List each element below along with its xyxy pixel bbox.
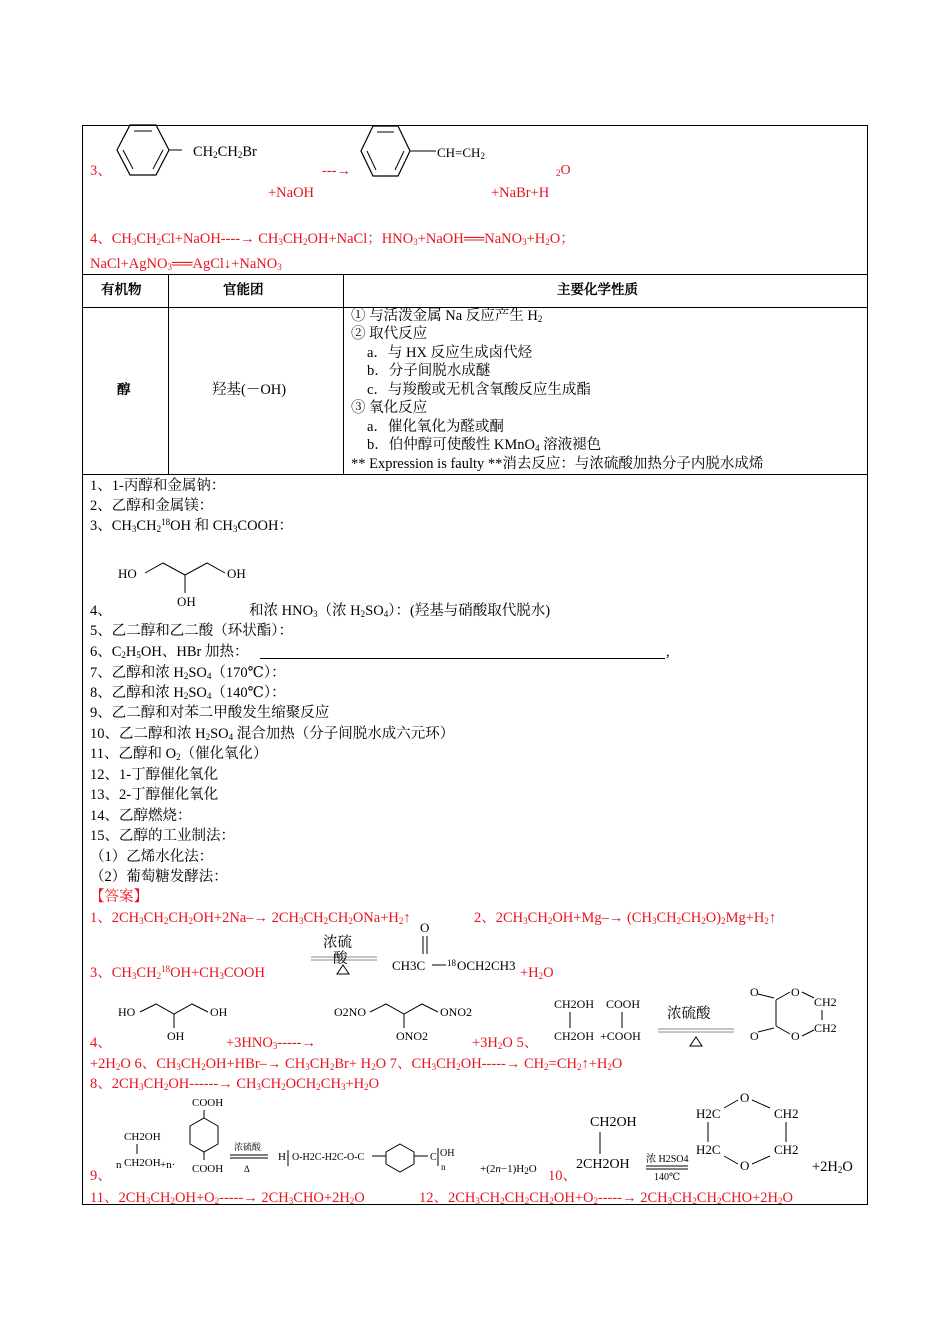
answer-3-water: $+H_2O$ [520,965,554,981]
property-2b: b．分子间脱水成醚 [367,363,491,379]
trinitroglycerin-structure [332,998,482,1046]
question-4: 和浓 $HNO_3$（浓 $H_2SO_4$）：(羟基与硝酸取代脱水) [249,603,551,619]
header-properties: 主要化学性质 [557,282,638,298]
answer-3-condition-top: 浓硫 [323,935,352,951]
water-fragment: $_2$O [556,163,571,178]
bromoethyl-label: $CH_2CH_2Br$ [193,144,257,160]
svg-text:+COOH: +COOH [600,1029,641,1043]
svg-text:CH3C: CH3C [392,958,426,973]
answer-12: 12、$2CH_3CH_2CH_2CH_2OH+O_2-----\to 2CH_3CH_2CH_2CHO+2H_2O$ [419,1190,793,1206]
svg-text:O: O [791,1029,800,1043]
svg-text:OH: OH [227,566,246,581]
header-organic: 有机物 [101,282,142,298]
question-10: 10、乙二醇和浓 $H_2SO_4$ 混合加热（分子间脱水成六元环） [90,726,455,742]
answer-3-condition-bottom: 酸 [333,951,348,967]
svg-text:OH: OH [440,1148,455,1159]
question-13: 13、2-丁醇催化氧化 [90,787,219,803]
property-4: ** Expression is faulty **消去反应：与浓硫酸加热分子内脱水成烯 [351,456,764,472]
svg-text:n: n [116,1159,122,1171]
reaction-3-number: 3、 [90,163,112,179]
blank-line [260,658,665,659]
question-11: 11、乙醇和 $O_2$（催化氧化） [90,746,268,762]
svg-text:CH2OH: CH2OH [554,997,595,1011]
svg-text:OH: OH [177,594,196,609]
svg-text:2CH2OH: 2CH2OH [576,1157,630,1172]
svg-text:18: 18 [447,958,456,968]
reaction-condition-arrow [656,1025,736,1049]
ethyl-acetate-structure [390,920,530,980]
answer-11: 11、$2CH_3CH_2OH+O_2-----\to 2CH_3CHO+2H_2O$ [90,1190,365,1206]
svg-text:C: C [430,1152,437,1163]
answer-5-condition: 浓硫酸 [667,1006,711,1022]
property-3a: a．催化氧化为醛或酮 [367,419,504,435]
question-3: 3、$CH_3CH_2^{18}OH$ 和 $CH_3COOH$： [90,517,293,534]
question-5: 5、乙二醇和乙二酸（环状酯）： [90,623,293,639]
svg-text:CH2: CH2 [814,995,837,1009]
answer-4-number: 4、 [90,1035,112,1051]
svg-text:CH2OH: CH2OH [554,1029,595,1043]
svg-text:浓硫酸: 浓硫酸 [234,1142,262,1152]
svg-text:COOH: COOH [192,1097,224,1109]
nabr-product: +NaBr+H [491,185,550,201]
svg-text:OH: OH [167,1029,185,1043]
svg-text:O-H2C-H2C-O-C: O-H2C-H2C-O-C [292,1152,365,1163]
svg-text:浓 H2SO4: 浓 H2SO4 [646,1154,689,1165]
table-col-divider [343,274,344,474]
answer-10-number: 10、 [548,1168,577,1184]
answer-4-water-and-5: $+3H_2O$ 5、 [472,1035,539,1051]
svg-text:ONO2: ONO2 [440,1005,472,1019]
svg-text:H2C: H2C [696,1106,721,1121]
svg-text:CH2OH: CH2OH [124,1157,161,1169]
svg-text:O: O [750,1029,759,1043]
svg-text:CH2: CH2 [814,1021,837,1035]
answer-1: 1、$2CH_3CH_2CH_2OH+2Na-\to$ $2CH_3CH_2CH_2ONa+H_2↑$ [90,910,411,926]
glycol-oxalic-structure [550,994,650,1048]
svg-text:OH: OH [210,1005,228,1019]
question-15-2: （2）葡萄糖发酵法： [90,869,228,885]
svg-text:+n·: +n· [160,1159,176,1171]
alcohol-name: 醇 [117,382,131,398]
answer-3: 3、$CH_3CH_2^{18}OH+CH_3COOH$ [90,964,265,981]
svg-text:n: n [441,1162,446,1172]
property-2a: a．与 HX 反应生成卤代烃 [367,345,533,361]
question-6: 6、$C_2H_5OH$、HBr 加热： [90,644,249,660]
property-2c: c．与羧酸或无机含氧酸反应生成酯 [367,382,591,398]
svg-text:HO: HO [118,1005,136,1019]
vinyl-label: $CH=CH_2$ [437,145,485,161]
question-9: 9、乙二醇和对苯二甲酸发生缩聚反应 [90,705,330,721]
table-rule [83,274,867,275]
svg-text:O2NO: O2NO [334,1005,366,1019]
question-8: 8、乙醇和浓 $H_2SO_4(140℃)$： [90,685,286,701]
svg-text:O: O [750,985,759,999]
question-14: 14、乙醇燃烧： [90,808,192,824]
answer-9-water: $+(2n-1)H_2O$ [480,1163,537,1176]
property-3b: b．伯仲醇可使酸性 KMnO$_4$ 溶液褪色 [367,437,602,453]
svg-text:CH2: CH2 [774,1142,799,1157]
glycerol-structure-answer [116,998,236,1046]
question-7: 7、乙醇和浓 $H_2SO_4(170℃)$： [90,665,286,681]
styrene-ring-structure [356,123,438,179]
property-3: ③ 氧化反应 [351,400,428,416]
svg-text:H: H [278,1151,286,1163]
header-functional-group: 官能团 [223,282,264,298]
question-15-1: （1）乙烯水化法： [90,849,214,865]
svg-text:COOH: COOH [192,1163,224,1175]
svg-text:O: O [740,1090,750,1105]
svg-text:CH2OH: CH2OH [124,1131,161,1143]
svg-text:140℃: 140℃ [654,1172,681,1183]
svg-text:ONO2: ONO2 [396,1029,428,1043]
alcohol-functional-group: 羟基(－OH) [212,382,287,398]
reaction-arrow: ---→ [322,163,351,179]
svg-text:H2C: H2C [696,1142,721,1157]
question-4-number: 4、 [90,603,112,619]
answer-4-nitric: $+3HNO_3-----\to$ [226,1035,316,1051]
question-1: 1、1-丙醇和金属钠： [90,478,226,494]
svg-text:CH2: CH2 [774,1106,799,1121]
svg-text:O: O [791,985,800,999]
cyclic-oxalate-ester-structure [744,980,844,1046]
answer-5-6-7: $+2H_2O$ 6、$CH_3CH_2OH+HBr-\to CH_3CH_2Br+ H_2O$ 7、$CH_3CH_2OH-----\to$ $CH_2=CH_2↑+H_2O$ [90,1056,623,1072]
property-2: ② 取代反应 [351,326,428,342]
table-rule [83,474,867,475]
answer-8: 8、$2CH_3CH_2OH------\to CH_3CH_2OCH_2CH_3+H_2O$ [90,1076,380,1092]
svg-text:Δ: Δ [244,1164,250,1174]
svg-text:HO: HO [118,566,137,581]
question-12: 12、1-丁醇催化氧化 [90,767,219,783]
question-2: 2、乙醇和金属镁： [90,498,214,514]
svg-text:OCH2CH3: OCH2CH3 [457,958,516,973]
svg-text:COOH: COOH [606,997,641,1011]
question-6-comma: , [666,644,670,660]
answers-title: 【答案】 [90,889,148,905]
answer-9-number: 9、 [90,1168,112,1184]
svg-text:O: O [740,1158,750,1173]
svg-text:O: O [420,920,430,935]
dioxane-formation-scheme [574,1092,814,1184]
glycerol-structure [115,555,255,611]
question-15: 15、乙醇的工业制法： [90,828,235,844]
property-1: ① 与活泼金属 Na 反应产生 $H_2$ [351,308,543,324]
table-col-divider [168,274,169,474]
answer-2: 2、$2CH_3CH_2OH+Mg-\to$ $(CH_3CH_2CH_2O)_2Mg+H_2↑$ [474,910,777,926]
reaction-4-line2: NaCl+AgNO$_3$══AgCl↓+NaNO$_3$ [90,256,282,272]
svg-text:CH2OH: CH2OH [590,1115,637,1130]
naoh-reagent: +NaOH [268,185,315,201]
reaction-4-line1: 4、$CH_3CH_2Cl+NaOH----\to$ $CH_3CH_2OH+NaCl$；$HNO_3+NaOH══NaNO_3+H_2O$； [90,231,575,247]
answer-10-water: $+2H_2O$ [812,1159,853,1175]
benzene-ring-structure [112,121,182,179]
